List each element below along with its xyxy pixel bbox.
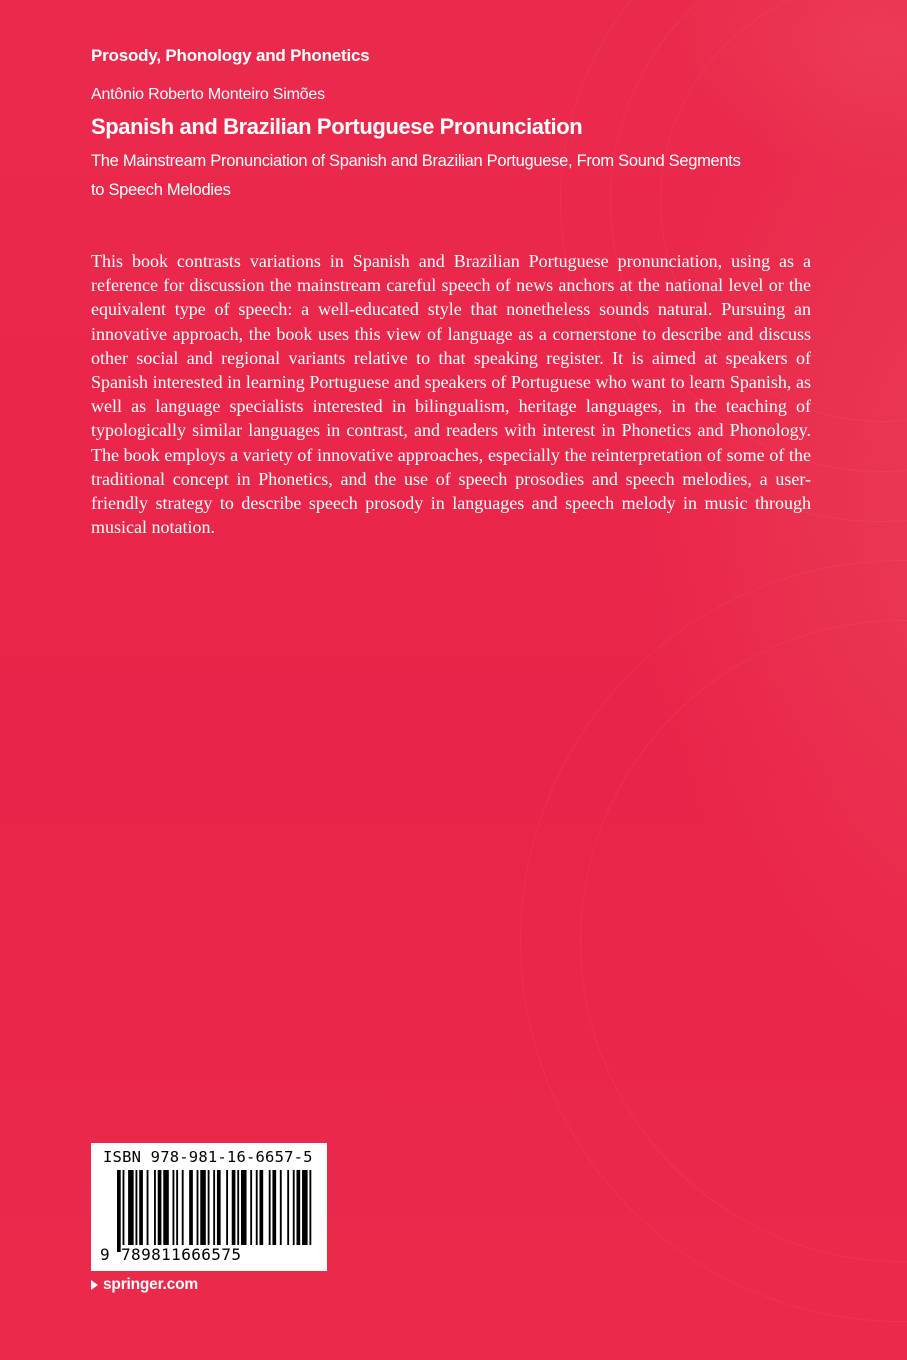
- isbn-barcode-block: [91, 1143, 327, 1271]
- book-subtitle: The Mainstream Pronunciation of Spanish and Brazilian Portuguese, From Sound Segments to Speech Melodies: [91, 152, 741, 199]
- barcode-icon: [117, 1170, 315, 1252]
- barcode-first-digit: 9: [100, 1245, 110, 1264]
- publisher-url: springer.com: [103, 1276, 198, 1293]
- publisher-website[interactable]: [91, 1276, 198, 1294]
- book-description: This book contrasts variations in Spanish and Brazilian Portuguese pronunciation, using as a reference for discussion the mainstream careful speech of news anchors at the national level or the equivalent type of speech: a well-educated style that nonetheless sounds natural. Pursuing an innovative approach, the book uses this view of language as a cornerstone to describe and discuss other social and regional variants relative to that speaking register. It is aimed at speakers of Spanish interested in learning Portuguese and speakers of Portuguese who want to learn Spanish, as well as language specialists interested in bilingualism, heritage languages, in the teaching of typologically similar languages in contrast, and readers with interest in Phonetics and Phonology. The book employs a variety of innovative approaches, especially the reinterpretation of some of the traditional concept in Phonetics, and the use of speech prosodies and speech melodies, a user-friendly strategy to describe speech prosody in languages and speech melody in music through musical notation.: [91, 251, 811, 538]
- series-title: Prosody, Phonology and Phonetics: [91, 46, 370, 65]
- isbn-label: ISBN 978-981-16-6657-5: [103, 1148, 313, 1166]
- arrow-right-icon: [91, 1280, 98, 1290]
- author-name: Antônio Roberto Monteiro Simões: [91, 86, 325, 103]
- book-title: Spanish and Brazilian Portuguese Pronunciation: [91, 114, 583, 139]
- barcode-digits: 789811666575: [121, 1245, 316, 1264]
